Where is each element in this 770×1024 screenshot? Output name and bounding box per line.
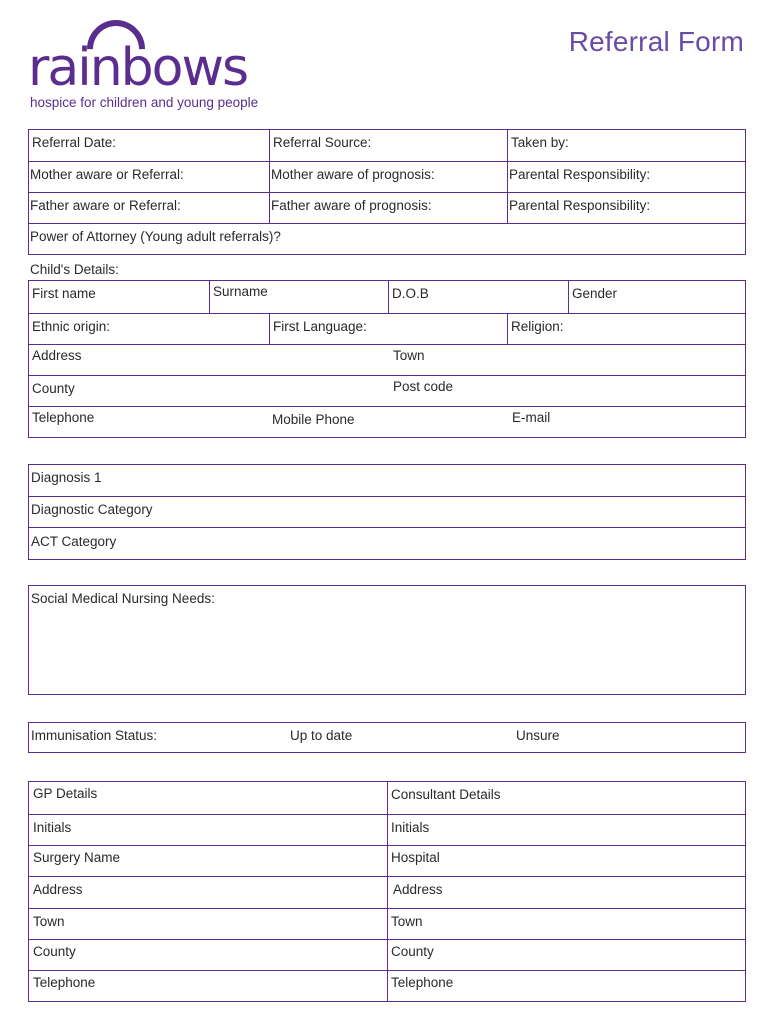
mother-aware-referral-field[interactable]: Mother aware or Referral:: [30, 167, 184, 182]
county-field[interactable]: County: [32, 381, 75, 396]
consultant-telephone-field[interactable]: Telephone: [387, 971, 745, 1001]
child-details-section: [28, 280, 746, 438]
form-title: Referral Form: [568, 26, 744, 57]
gp-row-telephone: [29, 970, 745, 1001]
consultant-town-field[interactable]: Town: [387, 909, 745, 939]
rainbows-logo: [28, 20, 268, 114]
consultant-hospital-field[interactable]: Hospital: [387, 846, 745, 876]
parental-responsibility-field-1[interactable]: Parental Responsibility:: [507, 162, 745, 192]
surname-field[interactable]: Surname: [209, 281, 388, 313]
child-details-label: Child's Details:: [30, 262, 119, 277]
mobile-phone-field[interactable]: Mobile Phone: [272, 412, 355, 427]
mother-aware-prognosis-field[interactable]: Mother aware of prognosis:: [269, 162, 507, 192]
consultant-initials-field[interactable]: Initials: [387, 815, 745, 845]
father-aware-referral-field[interactable]: Father aware or Referral:: [30, 198, 181, 213]
gp-telephone-field[interactable]: Telephone: [33, 975, 96, 990]
gp-row-county: [29, 939, 745, 970]
diagnosis-row-2: [29, 496, 745, 527]
gp-address-field[interactable]: Address: [33, 882, 83, 897]
child-row-4: [29, 375, 745, 406]
ethnic-origin-field[interactable]: Ethnic origin:: [32, 319, 111, 334]
religion-field[interactable]: Religion:: [507, 314, 745, 344]
gp-row-address: [29, 876, 745, 908]
dob-field[interactable]: D.O.B: [388, 281, 568, 313]
parental-responsibility-field-2[interactable]: Parental Responsibility:: [507, 193, 745, 223]
gp-consultant-section: [28, 781, 746, 1002]
father-aware-prognosis-field[interactable]: Father aware of prognosis:: [269, 193, 507, 223]
gp-details-header: GP Details: [33, 786, 98, 801]
telephone-field[interactable]: Telephone: [32, 410, 95, 425]
child-row-3: [29, 344, 745, 375]
address-field[interactable]: Address: [32, 348, 82, 363]
immunisation-section: [28, 722, 746, 753]
referral-source-field[interactable]: Referral Source:: [269, 130, 507, 161]
act-category-field[interactable]: ACT Category: [31, 534, 117, 549]
logo-tagline: hospice for children and young people: [30, 95, 259, 110]
gp-surgery-name-field[interactable]: Surgery Name: [33, 850, 121, 865]
gp-row-town: [29, 908, 745, 939]
gender-field[interactable]: Gender: [568, 281, 745, 313]
first-language-field[interactable]: First Language:: [269, 314, 507, 344]
post-code-field[interactable]: Post code: [393, 379, 454, 394]
consultant-address-field[interactable]: Address: [387, 877, 745, 908]
gp-town-field[interactable]: Town: [33, 914, 65, 929]
town-field[interactable]: Town: [393, 348, 425, 363]
consultant-details-header: Consultant Details: [387, 782, 745, 814]
child-row-1: [29, 281, 745, 313]
referral-row-1: [29, 130, 745, 161]
first-name-field[interactable]: First name: [32, 286, 96, 301]
child-row-5: [29, 406, 745, 437]
diagnosis-row-3: [29, 527, 745, 559]
gp-row-surgery: [29, 845, 745, 876]
nursing-needs-label: Social Medical Nursing Needs:: [31, 591, 215, 606]
child-row-2: [29, 313, 745, 344]
taken-by-field[interactable]: Taken by:: [507, 130, 745, 161]
diagnosis-1-field[interactable]: Diagnosis 1: [31, 470, 102, 485]
gp-row-initials: [29, 814, 745, 845]
nursing-needs-section[interactable]: [28, 585, 746, 695]
gp-row-header: [29, 782, 745, 814]
email-field[interactable]: E-mail: [512, 410, 551, 425]
referral-row-3: [29, 192, 745, 223]
referral-row-2: [29, 161, 745, 192]
up-to-date-option[interactable]: Up to date: [290, 728, 353, 743]
referral-row-4: [29, 223, 745, 254]
diagnostic-category-field[interactable]: Diagnostic Category: [31, 502, 153, 517]
diagnosis-section: [28, 464, 746, 560]
power-of-attorney-field[interactable]: Power of Attorney (Young adult referrals)?: [30, 229, 281, 244]
referral-date-field[interactable]: Referral Date:: [32, 135, 117, 150]
gp-county-field[interactable]: County: [33, 944, 76, 959]
diagnosis-row-1: [29, 465, 745, 496]
unsure-option[interactable]: Unsure: [516, 728, 560, 743]
immunisation-status-label: Immunisation Status:: [31, 728, 158, 743]
gp-initials-field[interactable]: Initials: [33, 820, 72, 835]
logo-wordmark: rainbows: [28, 38, 248, 98]
referral-section: [28, 129, 746, 255]
consultant-county-field[interactable]: County: [387, 940, 745, 970]
